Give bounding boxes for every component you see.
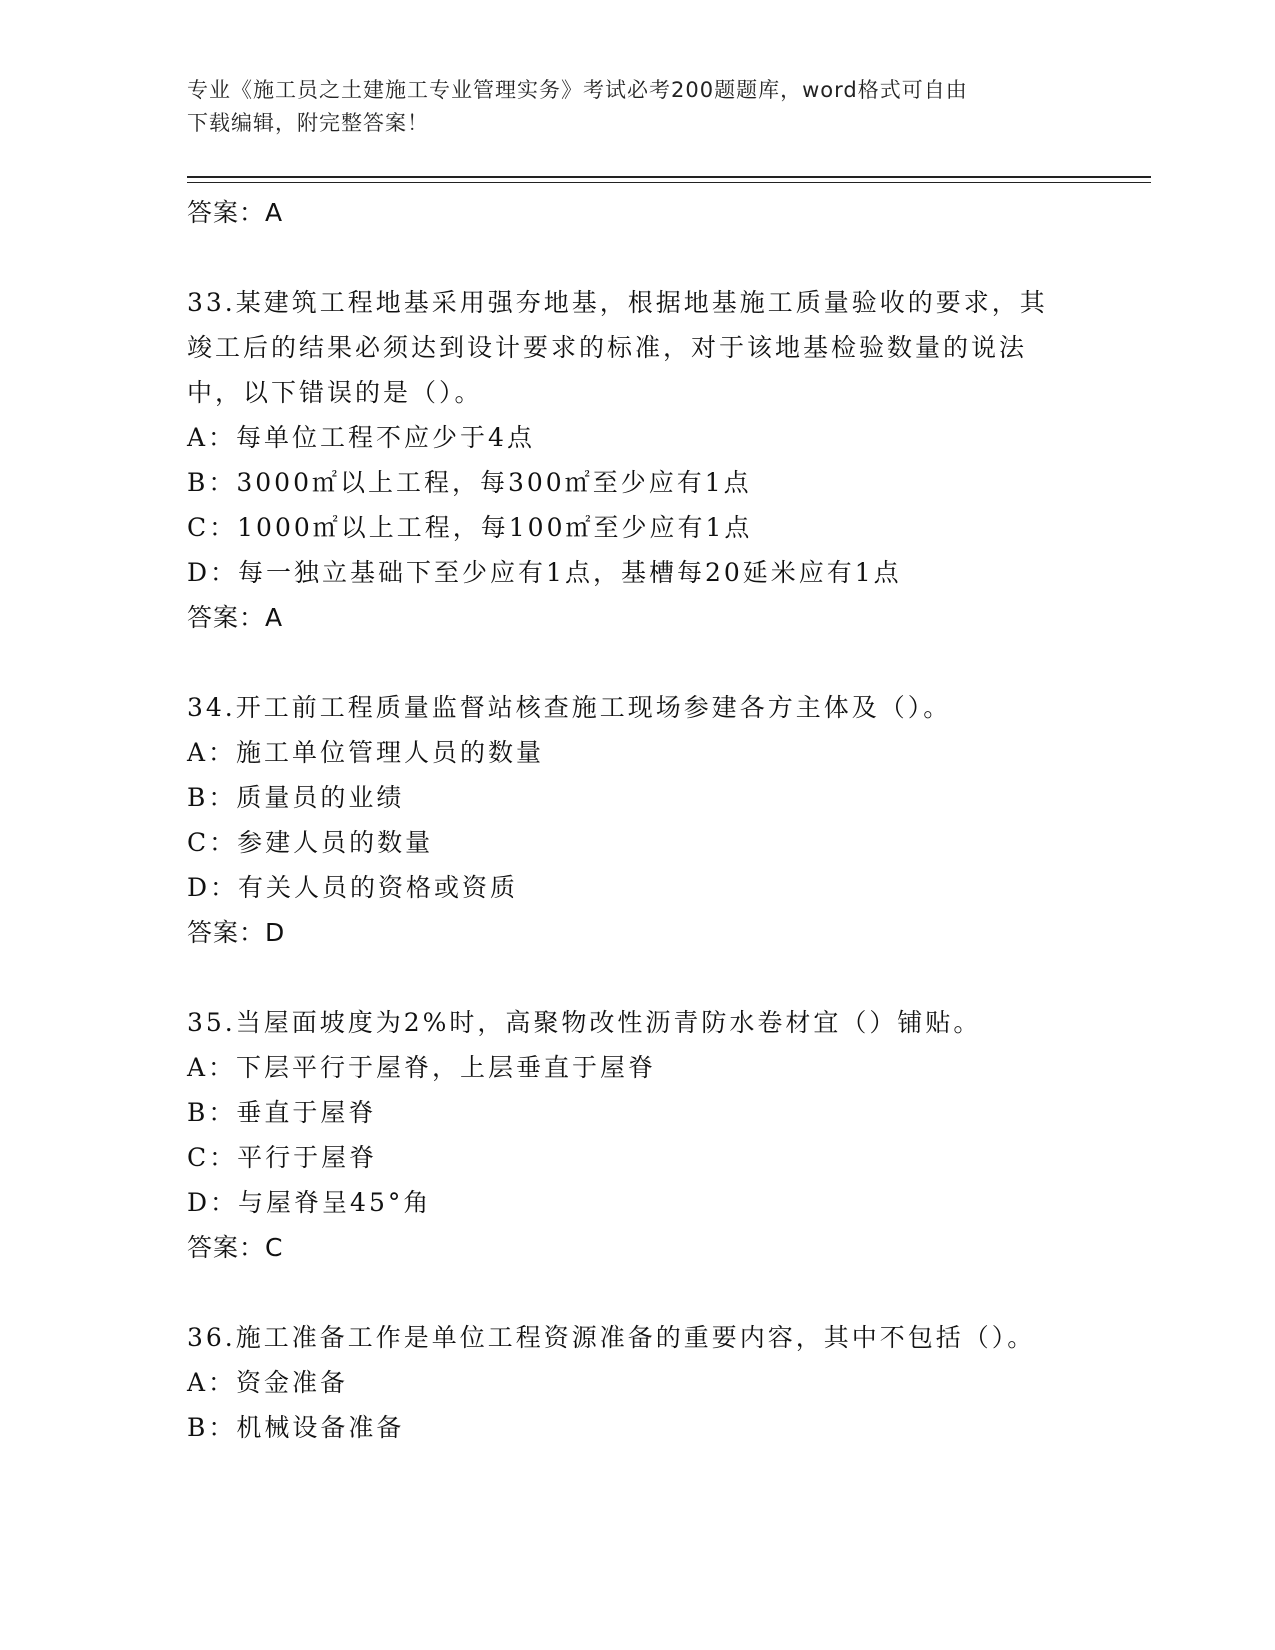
option-d: D：与屋脊呈45°角	[187, 1188, 432, 1217]
header-rule-thin	[187, 182, 1151, 183]
document-header	[187, 74, 1087, 140]
option-b: B：质量员的业绩	[187, 783, 405, 812]
option-c: C：参建人员的数量	[187, 828, 434, 857]
option-c: C：1000㎡以上工程，每100㎡至少应有1点	[187, 513, 753, 542]
option-c: C：平行于屋脊	[187, 1143, 378, 1172]
header-line-2: 下载编辑，附完整答案！	[187, 111, 429, 135]
questions-content	[187, 190, 1087, 1450]
spacer	[187, 1270, 1087, 1315]
option-b: B：机械设备准备	[187, 1413, 405, 1442]
question-text-line: 34.开工前工程质量监督站核查施工现场参建各方主体及（）。	[187, 693, 952, 722]
spacer	[187, 235, 1087, 280]
question-text-line: 竣工后的结果必须达到设计要求的标准，对于该地基检验数量的说法	[187, 333, 1028, 362]
option-a: A：每单位工程不应少于4点	[187, 423, 535, 452]
option-b: B：3000㎡以上工程，每300㎡至少应有1点	[187, 468, 752, 497]
option-d: D：有关人员的资格或资质	[187, 873, 519, 902]
question-text-line: 35.当屋面坡度为2%时，高聚物改性沥青防水卷材宜（）铺贴。	[187, 1008, 982, 1037]
header-rule-thick	[187, 176, 1151, 178]
spacer	[187, 955, 1087, 1000]
option-a: A：下层平行于屋脊，上层垂直于屋脊	[187, 1053, 657, 1082]
question-text-line: 36.施工准备工作是单位工程资源准备的重要内容，其中不包括（）。	[187, 1323, 1036, 1352]
answer-line: 答案：D	[187, 918, 286, 947]
question-33	[187, 280, 1087, 640]
question-text-line: 33.某建筑工程地基采用强夯地基，根据地基施工质量验收的要求，其	[187, 288, 1048, 317]
previous-answer: 答案：A	[187, 198, 284, 227]
option-a: A：施工单位管理人员的数量	[187, 738, 545, 767]
question-36	[187, 1315, 1087, 1450]
option-a: A：资金准备	[187, 1368, 349, 1397]
question-34	[187, 685, 1087, 955]
header-line-1: 专业《施工员之土建施工专业管理实务》考试必考200题题库，word格式可自由	[187, 78, 968, 102]
option-d: D：每一独立基础下至少应有1点，基槽每20延米应有1点	[187, 558, 902, 587]
spacer	[187, 640, 1087, 685]
question-text-line: 中，以下错误的是（）。	[187, 378, 483, 407]
answer-line: 答案：A	[187, 603, 284, 632]
question-35	[187, 1000, 1087, 1270]
answer-line: 答案：C	[187, 1233, 284, 1262]
option-b: B：垂直于屋脊	[187, 1098, 377, 1127]
